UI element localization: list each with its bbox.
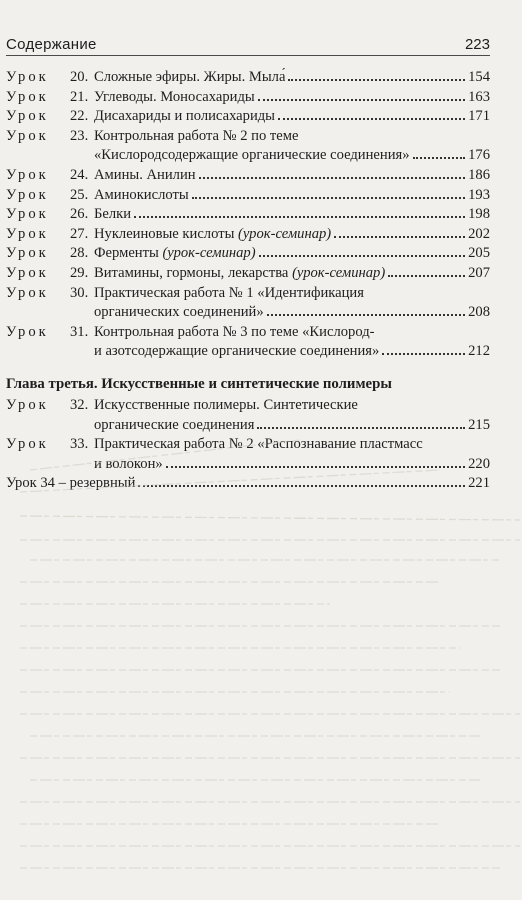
- toc-entry[interactable]: [6, 166, 490, 186]
- lesson-title-text: органические соединения: [94, 416, 255, 433]
- lesson-title-text: Белки: [94, 206, 132, 223]
- lesson-number: 30.: [70, 284, 89, 301]
- lesson-word: Урок: [6, 88, 49, 105]
- lesson-title-text: Углеводы. Моносахариды: [94, 88, 255, 105]
- lesson-title: [94, 244, 256, 264]
- lesson-page-number: 221: [468, 475, 490, 492]
- lesson-title-text: Витамины, гормоны, лекарства: [94, 264, 293, 281]
- lesson-number: 32.: [70, 396, 89, 413]
- lesson-word: Урок: [6, 264, 49, 281]
- lesson-title: [94, 88, 255, 108]
- toc-entry[interactable]: [6, 225, 490, 245]
- dot-leader: [388, 264, 465, 277]
- lesson-word: Урок: [6, 127, 49, 144]
- dot-leader: [257, 416, 465, 429]
- lesson-title-italic: (урок-семинар): [238, 225, 332, 242]
- lesson-title: [94, 68, 285, 88]
- dot-leader: [382, 342, 465, 355]
- lesson-number: 21.: [70, 88, 89, 105]
- toc-entry[interactable]: [6, 127, 490, 147]
- dot-leader: [334, 225, 465, 238]
- chapter-heading: Глава третья. Искусственные и синтетические полимеры: [6, 375, 392, 392]
- toc-entry[interactable]: [6, 68, 490, 88]
- lesson-title: [94, 186, 189, 206]
- lesson-page-number: 215: [468, 416, 490, 433]
- lesson-page-number: 212: [468, 343, 490, 360]
- lesson-title: [94, 284, 364, 304]
- lesson-number: 26.: [70, 206, 89, 223]
- lesson-title-text: Искусственные полимеры. Синтетические: [94, 396, 358, 413]
- lesson-number: 20.: [70, 69, 89, 85]
- toc-entry[interactable]: [6, 323, 490, 343]
- ghost-text-line: [20, 516, 520, 520]
- dot-leader: [361, 398, 487, 409]
- toc-entry[interactable]: [6, 474, 490, 494]
- toc-entry[interactable]: [6, 435, 490, 455]
- lesson-word: Урок: [6, 108, 49, 125]
- dot-leader: [199, 166, 466, 179]
- dot-leader: [258, 88, 465, 101]
- running-header: [6, 32, 490, 56]
- lesson-title-text: Урок 34 – резервный: [6, 475, 136, 492]
- lesson-title-italic: (урок-семинар): [292, 264, 386, 281]
- lesson-number: 22.: [70, 108, 89, 125]
- lesson-title-text: Дисахариды и полисахариды: [94, 108, 275, 125]
- lesson-number: 24.: [70, 166, 89, 183]
- lesson-number: 23.: [70, 127, 89, 144]
- lesson-title: [94, 416, 254, 436]
- toc-entry[interactable]: [6, 396, 490, 416]
- lesson-title: [94, 264, 385, 284]
- lesson-word: Урок: [6, 225, 49, 242]
- dot-leader: [134, 205, 465, 218]
- lesson-word: Урок: [6, 284, 49, 301]
- dot-leader: [138, 474, 465, 487]
- lesson-title-text: и азотсодержащие органические соединения»: [94, 343, 380, 360]
- lesson-word: Урок: [6, 436, 49, 453]
- lesson-title: [94, 166, 196, 186]
- lesson-title-text: Ферменты: [94, 245, 163, 262]
- dot-leader: [413, 146, 466, 159]
- lesson-title: [94, 396, 358, 416]
- lesson-title-text: Контрольная работа № 3 по теме «Кислород-: [94, 323, 375, 340]
- lesson-title-text: Контрольная работа № 2 по теме: [94, 127, 299, 144]
- toc-entry[interactable]: [6, 244, 490, 264]
- dot-leader: [166, 455, 465, 468]
- lesson-title-text: Практическая работа № 1 «Идентификация: [94, 284, 364, 301]
- lesson-title-italic: (урок-семинар): [162, 245, 256, 262]
- toc-entry[interactable]: [6, 186, 490, 206]
- toc-entry[interactable]: [6, 107, 490, 127]
- header-rule: [6, 55, 490, 56]
- dot-leader: [259, 244, 466, 257]
- lesson-title-text: и волокон»: [94, 455, 163, 472]
- toc-entry[interactable]: [6, 284, 490, 304]
- lesson-page-number: 163: [468, 88, 490, 105]
- dot-leader: [192, 186, 465, 199]
- lesson-title-text: Практическая работа № 2 «Распознавание пластмасс: [94, 436, 423, 453]
- lesson-page-number: 205: [468, 245, 490, 262]
- lesson-title-text: Нуклеиновые кислоты: [94, 225, 239, 242]
- lesson-title: [6, 474, 135, 494]
- dot-leader: [426, 437, 487, 448]
- lesson-title: [94, 435, 423, 455]
- toc-entry[interactable]: [6, 416, 490, 436]
- lesson-title-text: органических соединений»: [94, 304, 264, 321]
- lesson-title: [94, 127, 298, 147]
- toc-entry[interactable]: [6, 303, 490, 323]
- lesson-word: Урок: [6, 186, 49, 203]
- lesson-page-number: 220: [468, 455, 490, 472]
- lesson-word: Урок: [6, 69, 49, 85]
- lesson-number: 27.: [70, 225, 89, 242]
- toc-entry[interactable]: [6, 455, 490, 475]
- lesson-page-number: 193: [468, 186, 490, 203]
- toc-entry[interactable]: [6, 88, 490, 108]
- lesson-word: Урок: [6, 323, 49, 340]
- lesson-title: [94, 107, 275, 127]
- dot-leader: [288, 68, 465, 81]
- toc-entry[interactable]: [6, 146, 490, 166]
- lesson-number: 29.: [70, 264, 89, 281]
- lesson-word: Урок: [6, 166, 49, 183]
- lesson-title: [94, 225, 331, 245]
- dot-leader: [278, 107, 465, 120]
- lesson-title-text: Амины. Анилин: [94, 166, 196, 183]
- lesson-number: 31.: [70, 323, 89, 340]
- lesson-title: [94, 303, 264, 323]
- lesson-title: [94, 146, 410, 166]
- lesson-page-number: 202: [468, 225, 490, 242]
- lesson-page-number: 186: [468, 166, 490, 183]
- lesson-page-number: 176: [468, 147, 490, 164]
- header-page-number: 223: [464, 36, 490, 53]
- dot-leader: [367, 286, 487, 297]
- lesson-number: 25.: [70, 186, 89, 203]
- lesson-page-number: 198: [468, 206, 490, 223]
- header-section-title: Содержание: [6, 36, 97, 53]
- lesson-title: [94, 342, 379, 362]
- lesson-number: 28.: [70, 245, 89, 262]
- lesson-number: 33.: [70, 436, 89, 453]
- lesson-page-number: 154: [468, 69, 490, 85]
- dot-leader: [267, 303, 465, 316]
- lesson-title: [94, 205, 131, 225]
- lesson-page-number: 171: [468, 108, 490, 125]
- lesson-title: [94, 455, 163, 475]
- dot-leader: [301, 129, 487, 140]
- lesson-word: Урок: [6, 396, 49, 413]
- table-of-contents: [6, 68, 490, 494]
- lesson-title-text: Сложные эфиры. Жиры. Мыла́: [94, 69, 286, 85]
- toc-entry[interactable]: [6, 205, 490, 225]
- lesson-page-number: 208: [468, 304, 490, 321]
- toc-entry[interactable]: [6, 342, 490, 362]
- lesson-title-text: Аминокислоты: [94, 186, 189, 203]
- lesson-word: Урок: [6, 245, 49, 262]
- dot-leader: [378, 325, 488, 336]
- lesson-word: Урок: [6, 206, 49, 223]
- toc-entry[interactable]: [6, 264, 490, 284]
- lesson-title-text: «Кислородсодержащие органические соединения»: [94, 147, 410, 164]
- lesson-title: [94, 323, 375, 343]
- lesson-page-number: 207: [468, 264, 490, 281]
